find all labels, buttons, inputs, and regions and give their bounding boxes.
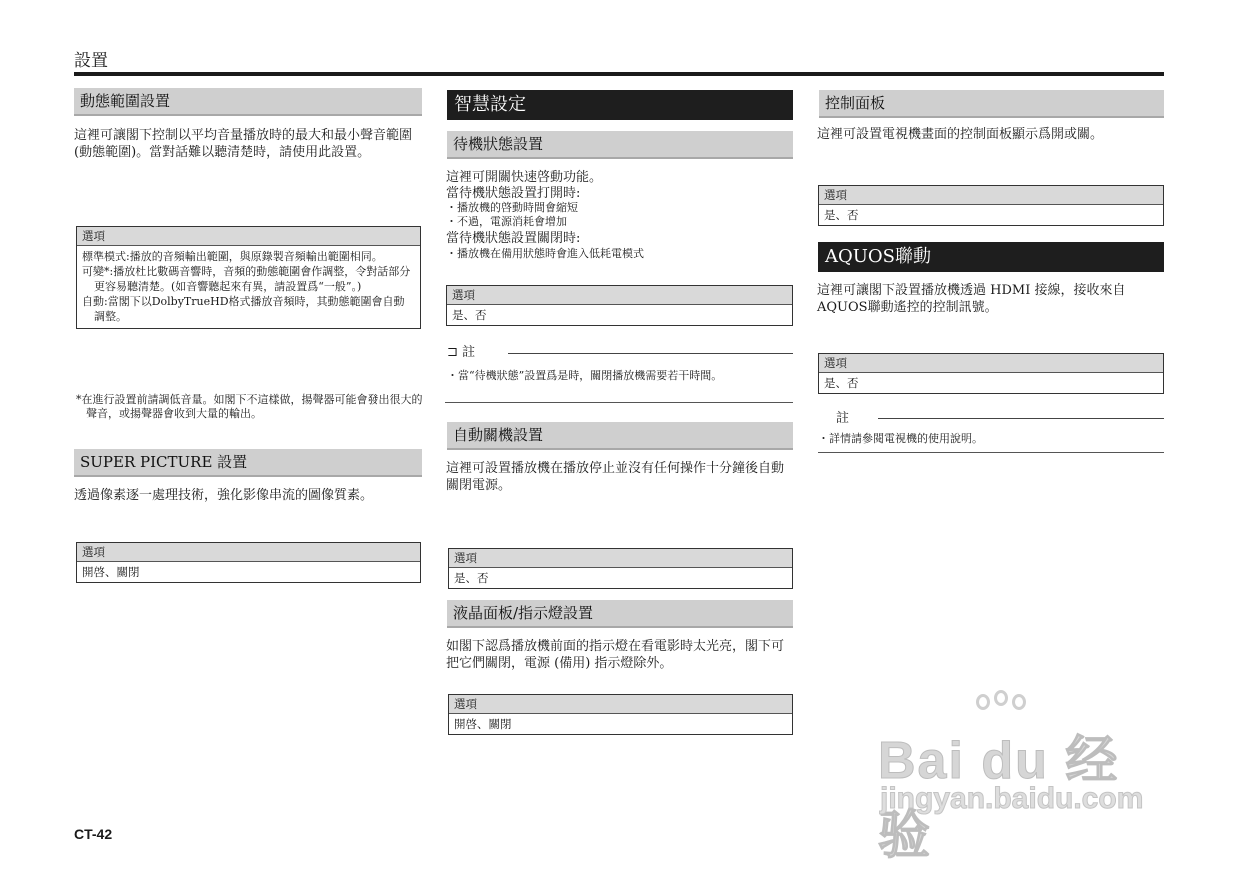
section-heading-aquos: AQUOS聯動	[818, 242, 1164, 272]
header-rule	[74, 72, 1164, 76]
lcd-options-table	[448, 694, 793, 735]
note-end-rule	[445, 402, 793, 403]
superpicture-description: 透過像素逐一處理技術，強化影像串流的圖像質素。	[74, 488, 374, 503]
options-value: 是、否	[824, 208, 859, 222]
panel-description: 這裡可設置電視機畫面的控制面板顯示爲開或關。	[817, 127, 1104, 142]
section-heading-autopower: 自動關機設置	[447, 422, 793, 450]
note-icon: ⊐	[447, 345, 459, 360]
lcd-description: 如閣下認爲播放機前面的指示燈在看電影時太光亮，閣下可把它們關閉，電源 (備用) 指示燈除外。	[446, 639, 785, 671]
note-label-text: 註	[462, 345, 476, 360]
standby-bullet-1: ・播放機的啓動時間會縮短	[446, 201, 578, 214]
option-variable: 可變*:播放杜比數碼音響時，音頻的動態範圍會作調整，令對話部分更容易聽清楚。(如音響聽起來有異，請設置爲“一般”。)	[82, 265, 411, 293]
standby-line-2: 當待機狀態設置打開時:	[446, 186, 581, 201]
watermark-sub: jingyan.baidu.com	[880, 782, 1144, 815]
page-number: CT-42	[74, 826, 113, 842]
paw-icon	[976, 694, 990, 710]
page-title: 設置	[74, 51, 108, 71]
drc-description: 這裡可讓閣下控制以平均音量播放時的最大和最小聲音範圍(動態範圍)。當對話難以聽清楚時，請使用此設置。	[74, 128, 413, 160]
watermark-main: Bai du 经验	[878, 732, 1120, 865]
section-heading-control-panel: 控制面板	[819, 90, 1164, 118]
aquos-description: 這裡可讓閣下設置播放機透過 HDMI 接線，接收來自AQUOS聯動遙控的控制訊號。	[817, 283, 1126, 315]
options-header: 選項	[447, 286, 792, 305]
section-heading-lcd: 液晶面板/指示燈設置	[447, 600, 793, 628]
options-header: 選項	[819, 186, 1163, 205]
autopower-options-table	[448, 548, 793, 589]
section-heading-drc: 動態範圍設置	[74, 88, 422, 116]
note-rule	[878, 418, 1164, 419]
drc-footnote: *在進行設置前請調低音量。如閣下不這樣做，揚聲器可能會發出很大的聲音，或揚聲器會收到大量的輸出。	[76, 393, 423, 420]
note-end-rule	[818, 452, 1164, 453]
paw-icon	[1012, 694, 1026, 710]
standby-line-3: 當待機狀態設置關閉時:	[446, 231, 581, 246]
options-header: 選項	[449, 549, 792, 568]
superpicture-options-table	[76, 542, 421, 583]
aquos-note-text: ・詳情請參閱電視機的使用說明。	[818, 432, 983, 445]
option-standard: 標準模式:播放的音頻輸出範圍，與原錄製音頻輸出範圍相同。	[82, 250, 383, 263]
autopower-description: 這裡可設置播放機在播放停止並沒有任何操作十分鐘後自動關閉電源。	[446, 461, 785, 493]
standby-bullet-3: ・播放機在備用狀態時會進入低耗電模式	[446, 247, 644, 260]
standby-options-table	[446, 285, 793, 326]
baidu-watermark	[878, 690, 1168, 865]
option-auto: 自動:當閣下以DolbyTrueHD格式播放音頻時，其動態範圍會自動調整。	[82, 295, 405, 323]
options-value: 是、否	[824, 376, 859, 390]
options-header: 選項	[449, 695, 792, 714]
standby-line-1: 這裡可開關快速啓動功能。	[446, 170, 603, 185]
options-value: 是、否	[452, 308, 487, 322]
options-header: 選項	[77, 543, 420, 562]
options-header: 選項	[77, 227, 420, 246]
aquos-options-table	[818, 353, 1164, 394]
note-label	[447, 345, 475, 361]
standby-bullet-2: ・不過，電源消耗會增加	[446, 215, 567, 228]
section-heading-standby: 待機狀態設置	[447, 131, 793, 159]
note-rule	[508, 353, 793, 354]
options-value: 開啓、關閉	[82, 565, 140, 579]
section-heading-superpicture: SUPER PICTURE 設置	[74, 449, 422, 477]
options-value: 是、否	[454, 571, 489, 585]
panel-options-table	[818, 185, 1164, 226]
drc-options-table	[76, 226, 421, 329]
standby-note-text: ・當“待機狀態”設置爲是時，關閉播放機需要若干時間。	[447, 369, 723, 382]
aquos-note-label: 註	[836, 411, 850, 426]
options-value: 開啓、關閉	[454, 717, 512, 731]
paw-icon	[994, 690, 1008, 706]
drc-options-list	[77, 246, 420, 328]
options-header: 選項	[819, 354, 1163, 373]
section-title-smart-settings: 智慧設定	[447, 90, 793, 120]
